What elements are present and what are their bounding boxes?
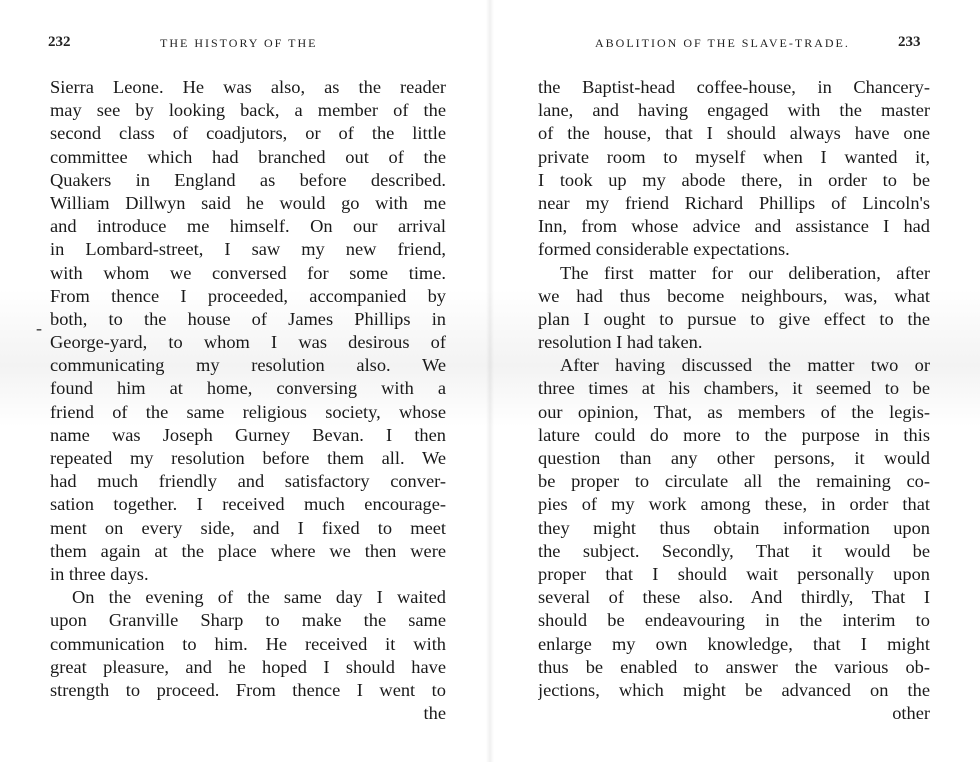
- catchword-right: other: [892, 703, 930, 724]
- text-line: had much friendly and satisfactory conver-: [50, 471, 446, 492]
- text-line: great pleasure, and he hoped I should have: [50, 656, 446, 677]
- running-head-right: ABOLITION OF THE SLAVE-TRADE.: [595, 36, 850, 50]
- text-line: communication to him. He received it with: [50, 633, 446, 654]
- text-line: lature could do more to the purpose in this: [538, 424, 930, 445]
- text-line: formed considerable expectations.: [538, 239, 790, 260]
- text-line: question than any other persons, it would: [538, 448, 930, 468]
- text-line: friend of the same religious society, whose: [50, 401, 446, 422]
- text-line: Quakers in England as before described.: [50, 169, 446, 190]
- text-line: be proper to circulate all the remaining co-: [538, 471, 930, 492]
- text-line: After having discussed the matter two or: [560, 355, 930, 376]
- text-line: The first matter for our deliberation, after: [560, 262, 930, 283]
- text-line: From thence I proceeded, accompanied by: [50, 285, 446, 306]
- text-line: plan I ought to pursue to give effect to the: [538, 308, 930, 329]
- text-line: thus be enabled to answer the various ob-: [538, 656, 930, 677]
- text-line: ment on every side, and I fixed to meet: [50, 517, 446, 538]
- text-line: both, to the house of James Phillips in: [50, 308, 446, 329]
- text-line: communicating my resolution also. We: [50, 355, 446, 376]
- text-line: pies of my work among these, in order that: [538, 494, 930, 515]
- text-line: sation together. I received much encourage-: [50, 494, 446, 515]
- text-line: of the house, that I should always have one: [538, 123, 930, 144]
- text-line: second class of coadjutors, or of the little: [50, 123, 446, 144]
- text-line: in Lombard-street, I saw my new friend,: [50, 239, 446, 260]
- text-line: three times at his chambers, it seemed to be: [538, 378, 930, 399]
- text-line: they might thus obtain information upon: [538, 517, 930, 538]
- text-line: our opinion, That, as members of the legis-: [538, 401, 930, 422]
- right-page-body: [538, 76, 930, 725]
- text-line: resolution I had taken.: [538, 332, 703, 353]
- text-line: may see by looking back, a member of the: [50, 100, 446, 121]
- text-line: near my friend Richard Phillips of Lincoln's: [538, 192, 930, 213]
- right-page: [490, 0, 980, 762]
- text-line: jections, which might be advanced on the: [538, 679, 930, 700]
- text-line: found him at home, conversing with a: [50, 378, 446, 399]
- text-line: committee which had branched out of the: [50, 146, 446, 167]
- text-line: name was Joseph Gurney Bevan. I then: [50, 424, 446, 445]
- text-line: we had thus become neighbours, was, what: [538, 285, 930, 306]
- text-line: upon Granville Sharp to make the same: [50, 610, 446, 631]
- text-line: them again at the place where we then were: [50, 540, 446, 561]
- text-line: the Baptist-head coffee-house, in Chancery-: [538, 77, 930, 97]
- text-line: lane, and having engaged with the master: [538, 100, 930, 121]
- text-line: On the evening of the same day I waited: [72, 587, 446, 608]
- text-line: private room to myself when I wanted it,: [538, 146, 930, 167]
- text-line: with whom we conversed for some time.: [50, 262, 446, 283]
- text-line: George-yard, to whom I was desirous of: [50, 332, 446, 353]
- text-line: in three days.: [50, 563, 149, 584]
- page-number-right: 233: [898, 34, 921, 50]
- text-line: Sierra Leone. He was also, as the reader: [50, 77, 446, 97]
- text-line: William Dillwyn said he would go with me: [50, 192, 446, 213]
- text-line: and introduce me himself. On our arrival: [50, 216, 446, 237]
- text-line: Inn, from whose advice and assistance I had: [538, 216, 930, 237]
- text-line: I took up my abode there, in order to be: [538, 169, 930, 190]
- running-head-left: THE HISTORY OF THE: [160, 36, 318, 50]
- page-number-left: 232: [48, 34, 71, 50]
- catchword-left: the: [423, 703, 446, 724]
- text-line: enlarge my own knowledge, that I might: [538, 633, 930, 654]
- margin-mark: -: [36, 318, 42, 338]
- text-line: should be endeavouring in the interim to: [538, 610, 930, 631]
- text-line: strength to proceed. From thence I went to: [50, 679, 446, 700]
- left-page-body: [50, 76, 446, 725]
- text-line: repeated my resolution before them all. We: [50, 448, 446, 468]
- text-line: several of these also. And thirdly, That I: [538, 587, 930, 608]
- text-line: proper that I should wait personally upon: [538, 563, 930, 584]
- text-line: the subject. Secondly, That it would be: [538, 540, 930, 561]
